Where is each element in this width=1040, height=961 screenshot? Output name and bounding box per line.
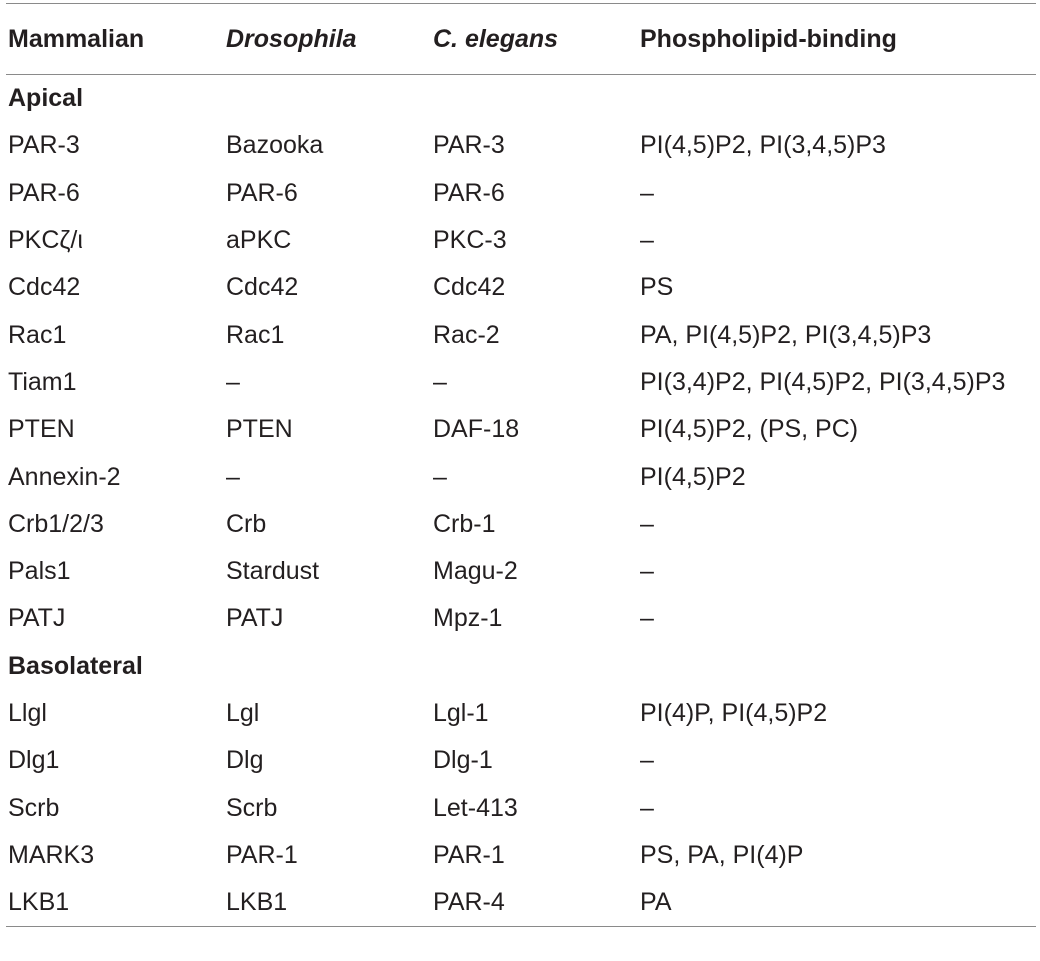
table-row xyxy=(6,217,1036,264)
cell-drosophila: – xyxy=(226,462,240,491)
table-row xyxy=(6,311,1036,358)
cell-mammalian: Scrb xyxy=(8,793,60,822)
table-row xyxy=(6,359,1036,406)
cell-phospholipid-binding: PA xyxy=(640,888,672,917)
cell-c-elegans: PAR-3 xyxy=(433,131,505,160)
header-phospholipid-binding: Phospholipid-binding xyxy=(640,24,897,53)
cell-phospholipid-binding: PS xyxy=(640,273,674,302)
header-mammalian: Mammalian xyxy=(8,24,145,53)
cell-phospholipid-binding: – xyxy=(640,226,654,255)
cell-mammalian: MARK3 xyxy=(8,840,95,869)
table-row xyxy=(6,501,1036,548)
table-row xyxy=(6,879,1036,926)
cell-drosophila: Dlg xyxy=(226,746,264,775)
table-row xyxy=(6,548,1036,595)
cell-mammalian: Tiam1 xyxy=(8,367,77,396)
cell-mammalian: Cdc42 xyxy=(8,273,81,302)
cell-mammalian: Annexin-2 xyxy=(8,462,121,491)
cell-phospholipid-binding: – xyxy=(640,746,654,775)
cell-phospholipid-binding: – xyxy=(640,509,654,538)
table-row xyxy=(6,595,1036,642)
cell-mammalian: Dlg1 xyxy=(8,746,60,775)
header-c-elegans: C. elegans xyxy=(433,24,559,53)
cell-phospholipid-binding: PA, PI(4,5)P2, PI(3,4,5)P3 xyxy=(640,320,932,349)
table-row xyxy=(6,737,1036,784)
table-row xyxy=(6,453,1036,500)
cell-drosophila: Rac1 xyxy=(226,320,285,349)
protein-table xyxy=(6,3,1036,927)
cell-phospholipid-binding: PI(4,5)P2, (PS, PC) xyxy=(640,415,859,444)
cell-mammalian: PAR-6 xyxy=(8,178,80,207)
cell-phospholipid-binding: PS, PA, PI(4)P xyxy=(640,840,804,869)
cell-drosophila: Cdc42 xyxy=(226,273,299,302)
cell-c-elegans: Magu-2 xyxy=(433,557,518,586)
table-row xyxy=(6,832,1036,879)
bottom-rule xyxy=(6,926,1036,927)
cell-c-elegans: PKC-3 xyxy=(433,226,507,255)
table-body xyxy=(6,75,1036,926)
cell-drosophila: PAR-1 xyxy=(226,840,298,869)
cell-c-elegans: Let-413 xyxy=(433,793,518,822)
table-row xyxy=(6,264,1036,311)
cell-mammalian: Rac1 xyxy=(8,320,67,349)
cell-drosophila: PAR-6 xyxy=(226,178,298,207)
cell-phospholipid-binding: PI(4)P, PI(4,5)P2 xyxy=(640,699,828,727)
cell-phospholipid-binding: – xyxy=(640,793,654,822)
cell-drosophila: Bazooka xyxy=(226,131,324,160)
cell-mammalian: PTEN xyxy=(8,415,75,444)
table-row xyxy=(6,406,1036,453)
cell-drosophila: Crb xyxy=(226,509,267,538)
cell-phospholipid-binding: PI(3,4)P2, PI(4,5)P2, PI(3,4,5)P3 xyxy=(640,367,1006,396)
section-header-apical xyxy=(6,75,1036,122)
cell-mammalian: Crb1/2/3 xyxy=(8,509,104,538)
cell-c-elegans: Lgl-1 xyxy=(433,699,489,727)
cell-c-elegans: Dlg-1 xyxy=(433,746,493,775)
cell-drosophila: aPKC xyxy=(226,226,292,255)
cell-mammalian: PKCζ/ι xyxy=(8,226,83,255)
cell-drosophila: – xyxy=(226,367,240,396)
cell-drosophila: PTEN xyxy=(226,415,293,444)
cell-drosophila: Stardust xyxy=(226,557,320,586)
cell-c-elegans: – xyxy=(433,367,447,396)
cell-c-elegans: PAR-6 xyxy=(433,178,505,207)
cell-drosophila: LKB1 xyxy=(226,888,288,917)
cell-mammalian: Pals1 xyxy=(8,557,71,586)
table-row xyxy=(6,784,1036,831)
cell-c-elegans: Mpz-1 xyxy=(433,604,503,633)
cell-mammalian: LKB1 xyxy=(8,888,70,917)
cell-c-elegans: Crb-1 xyxy=(433,509,496,538)
cell-phospholipid-binding: PI(4,5)P2 xyxy=(640,462,746,491)
cell-c-elegans: Rac-2 xyxy=(433,320,500,349)
cell-phospholipid-binding: PI(4,5)P2, PI(3,4,5)P3 xyxy=(640,131,886,160)
header-row xyxy=(6,4,1036,74)
cell-c-elegans: DAF-18 xyxy=(433,415,520,444)
table-row xyxy=(6,690,1036,737)
section-title: Basolateral xyxy=(8,651,143,680)
cell-phospholipid-binding: – xyxy=(640,178,654,207)
cell-mammalian: PAR-3 xyxy=(8,131,80,160)
cell-c-elegans: Cdc42 xyxy=(433,273,506,302)
section-title: Apical xyxy=(8,84,84,113)
cell-c-elegans: PAR-1 xyxy=(433,840,505,869)
cell-drosophila: Lgl xyxy=(226,699,260,727)
cell-c-elegans: PAR-4 xyxy=(433,888,505,917)
cell-phospholipid-binding: – xyxy=(640,557,654,586)
table-row xyxy=(6,170,1036,217)
section-header-basolateral xyxy=(6,643,1036,690)
cell-c-elegans: – xyxy=(433,462,447,491)
cell-drosophila: Scrb xyxy=(226,793,278,822)
cell-mammalian: PATJ xyxy=(8,604,66,633)
header-drosophila: Drosophila xyxy=(226,24,357,53)
table-row xyxy=(6,122,1036,169)
cell-mammalian: Llgl xyxy=(8,699,47,727)
cell-phospholipid-binding: – xyxy=(640,604,654,633)
cell-drosophila: PATJ xyxy=(226,604,284,633)
